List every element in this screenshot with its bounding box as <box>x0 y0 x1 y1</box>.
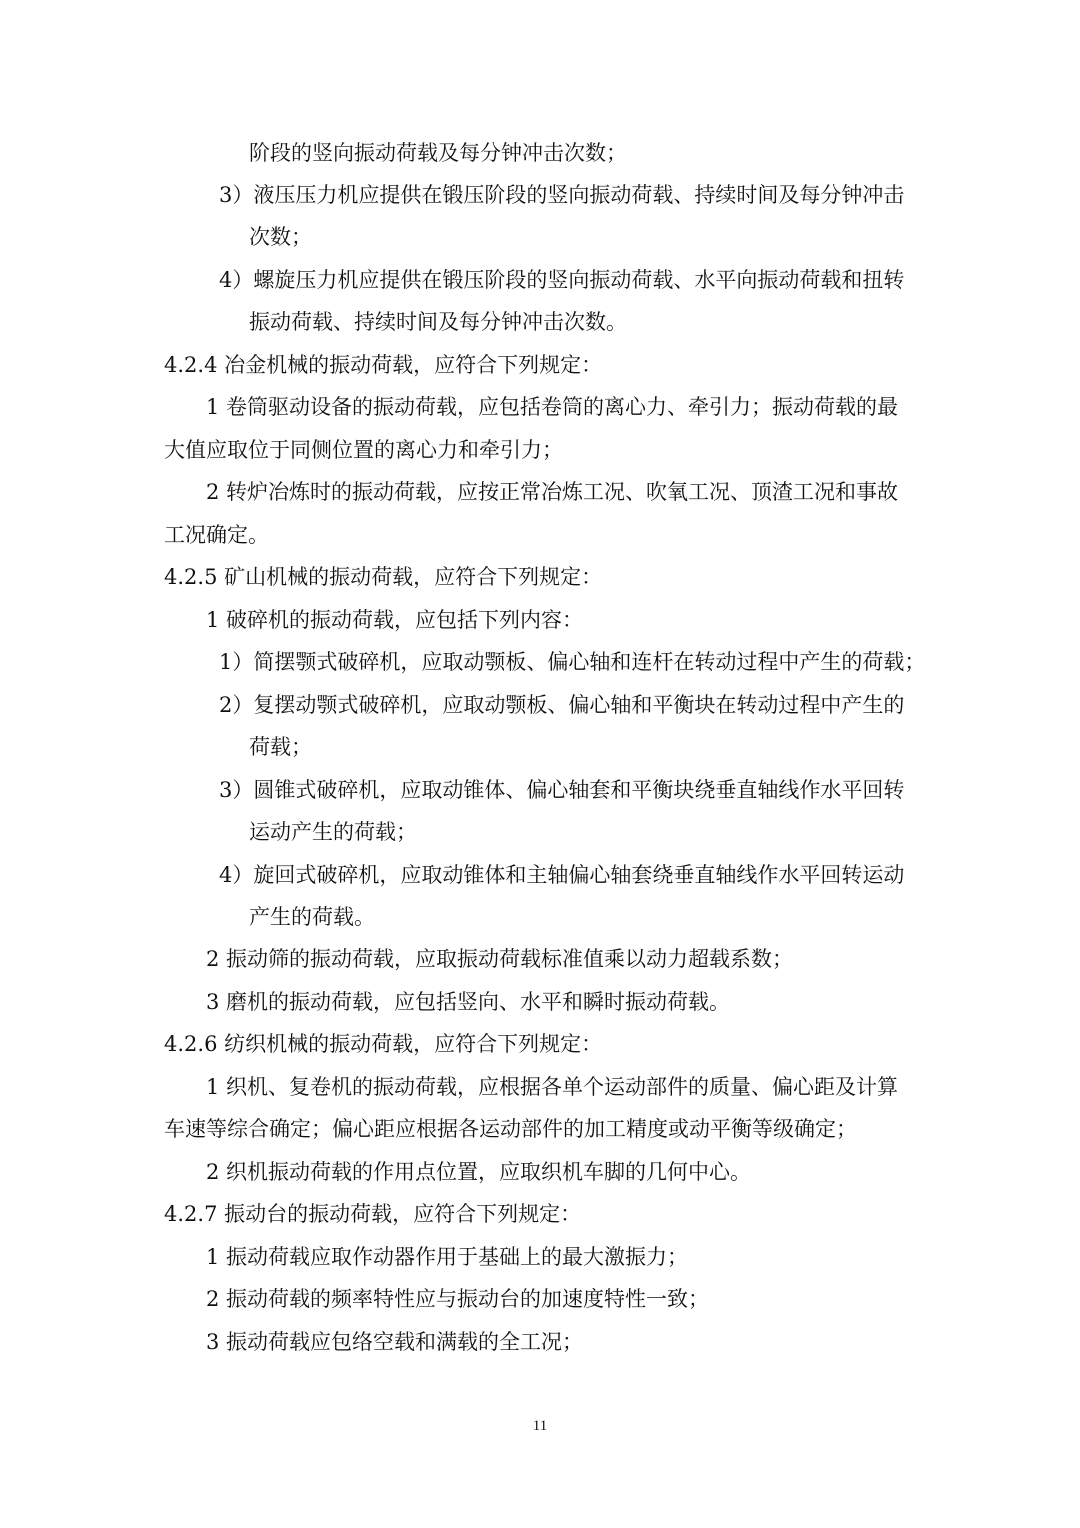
text-line: 阶段的竖向振动荷载及每分钟冲击次数； <box>249 141 627 165</box>
clause-heading: 4.2.4 冶金机械的振动荷载，应符合下列规定： <box>164 353 603 377</box>
text-line: 振动荷载、持续时间及每分钟冲击次数。 <box>249 310 627 334</box>
clause-heading: 4.2.6 纺织机械的振动荷载，应符合下列规定： <box>164 1032 603 1056</box>
text-line: 3）液压压力机应提供在锻压阶段的竖向振动荷载、持续时间及每分钟冲击 <box>219 183 905 207</box>
text-line: 2）复摆动颚式破碎机，应取动颚板、偏心轴和平衡块在转动过程中产生的 <box>219 693 905 717</box>
text-line: 1 织机、复卷机的振动荷载，应根据各单个运动部件的质量、偏心距及计算 <box>206 1075 899 1099</box>
text-line: 2 振动筛的振动荷载，应取振动荷载标准值乘以动力超载系数； <box>206 947 794 971</box>
text-line: 2 织机振动荷载的作用点位置，应取织机车脚的几何中心。 <box>206 1160 752 1184</box>
text-line: 1 振动荷载应取作动器作用于基础上的最大激振力； <box>206 1245 689 1269</box>
text-line: 3 磨机的振动荷载，应包括竖向、水平和瞬时振动荷载。 <box>206 990 731 1014</box>
text-line: 4）旋回式破碎机，应取动锥体和主轴偏心轴套绕垂直轴线作水平回转运动 <box>219 863 905 887</box>
text-line: 大值应取位于同侧位置的离心力和牵引力； <box>164 438 563 462</box>
text-line: 3）圆锥式破碎机，应取动锥体、偏心轴套和平衡块绕垂直轴线作水平回转 <box>219 778 905 802</box>
text-line: 2 振动荷载的频率特性应与振动台的加速度特性一致； <box>206 1287 710 1311</box>
clause-heading: 4.2.5 矿山机械的振动荷载，应符合下列规定： <box>164 565 603 589</box>
text-line: 1）简摆颚式破碎机，应取动颚板、偏心轴和连杆在转动过程中产生的荷载； <box>219 650 926 674</box>
clause-heading: 4.2.7 振动台的振动荷载，应符合下列规定： <box>164 1202 582 1226</box>
text-line: 2 转炉冶炼时的振动荷载，应按正常冶炼工况、吹氧工况、顶渣工况和事故 <box>206 480 899 504</box>
text-line: 次数； <box>249 225 312 249</box>
text-line: 荷载； <box>249 735 312 759</box>
page-number: 11 <box>532 1418 548 1434</box>
text-line: 车速等综合确定；偏心距应根据各运动部件的加工精度或动平衡等级确定； <box>164 1117 857 1141</box>
text-line: 产生的荷载。 <box>249 905 375 929</box>
text-line: 工况确定。 <box>164 523 269 547</box>
text-line: 1 破碎机的振动荷载，应包括下列内容： <box>206 608 584 632</box>
text-line: 运动产生的荷载； <box>249 820 417 844</box>
text-line: 3 振动荷载应包络空载和满载的全工况； <box>206 1330 584 1354</box>
text-line: 1 卷筒驱动设备的振动荷载，应包括卷筒的离心力、牵引力；振动荷载的最 <box>206 395 899 419</box>
text-line: 4）螺旋压力机应提供在锻压阶段的竖向振动荷载、水平向振动荷载和扭转 <box>219 268 905 292</box>
